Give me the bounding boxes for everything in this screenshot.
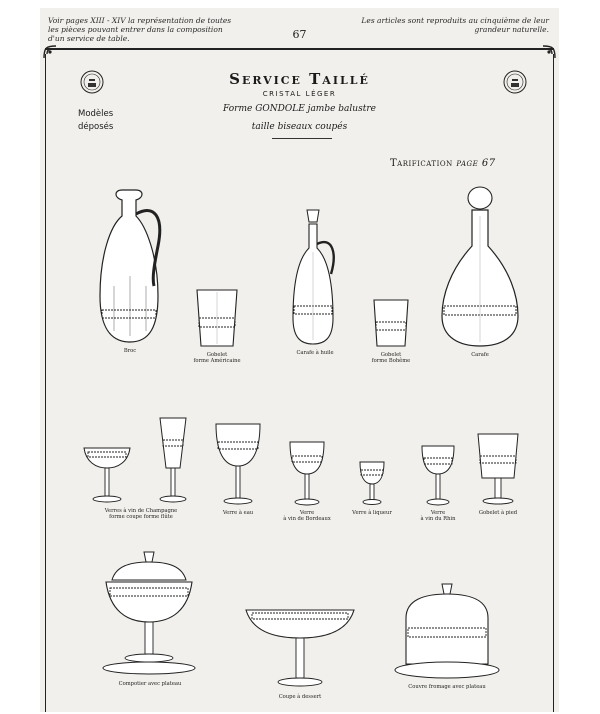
caption-carafe-huile: Carafe à huile bbox=[296, 350, 334, 356]
caption-verre-rhin: Verre à vin du Rhin bbox=[420, 510, 456, 522]
subtitle-material: CRISTAL LÉGER bbox=[262, 90, 337, 98]
caption-couvre-fromage: Couvre fromage avec plateau bbox=[408, 684, 486, 690]
caption-verre-bordeaux: Verre à vin de Bordeaux bbox=[283, 510, 331, 522]
compotier-drawing bbox=[100, 550, 198, 678]
caption-carafe: Carafe bbox=[471, 352, 489, 358]
title-divider bbox=[272, 138, 332, 139]
caption-gobelet-pied: Gobelet à pied bbox=[478, 510, 518, 516]
caption-verres-champagne: Verres à vin de Champagne forme coupe forme flûte bbox=[104, 508, 178, 520]
corner-flourish-icon bbox=[42, 44, 58, 60]
verre-rhin-drawing bbox=[420, 444, 456, 506]
corner-flourish-icon bbox=[541, 44, 557, 60]
subtitle-form: Forme GONDOLE jambe balustre bbox=[223, 104, 376, 114]
tarification-label bbox=[390, 158, 496, 169]
registered-models-label bbox=[78, 108, 113, 134]
caption-broc: Broc bbox=[123, 348, 137, 354]
verre-liqueur-drawing bbox=[358, 460, 386, 506]
carafe-drawing bbox=[438, 186, 522, 350]
verre-eau-drawing bbox=[214, 422, 262, 506]
tarif-text: Tarification bbox=[390, 158, 453, 169]
gobelet-boheme-drawing bbox=[372, 298, 410, 350]
carafe-huile-drawing bbox=[285, 208, 341, 348]
caption-gobelet-americaine: Gobelet forme Américaine bbox=[193, 352, 241, 364]
couvre-fromage-drawing bbox=[392, 582, 502, 682]
broc-drawing bbox=[92, 186, 168, 346]
header-note-left: Voir pages XIII - XIV la représentation de toutes les pièces pouvant entrer dans la composition d'un service de table. bbox=[48, 16, 232, 43]
caption-compotier: Compotier avec plateau bbox=[118, 681, 182, 687]
page-number: 67 bbox=[292, 28, 307, 41]
coupe-dessert-drawing bbox=[244, 608, 356, 690]
gobelet-americaine-drawing bbox=[195, 288, 239, 350]
page-title: Service Taillé bbox=[229, 70, 370, 88]
caption-verre-liqueur: Verre à liqueur bbox=[352, 510, 392, 516]
header-note-right: Les articles sont reproduits au cinquième de leur grandeur naturelle. bbox=[361, 16, 549, 34]
coupe-champagne-drawing bbox=[82, 446, 132, 504]
caption-coupe-dessert: Coupe à dessert bbox=[278, 694, 322, 700]
caption-verre-eau: Verre à eau bbox=[222, 510, 254, 516]
flute-champagne-drawing bbox=[156, 416, 190, 504]
catalog-page bbox=[40, 8, 559, 712]
models-line-2: déposés bbox=[78, 122, 114, 132]
models-line-1: Modèles bbox=[78, 109, 114, 119]
verre-bordeaux-drawing bbox=[288, 440, 326, 506]
tarif-page: page 67 bbox=[456, 158, 496, 169]
subtitle-cut: taille biseaux coupés bbox=[251, 122, 348, 132]
caption-gobelet-boheme: Gobelet forme Bohême bbox=[371, 352, 411, 364]
gobelet-pied-drawing bbox=[476, 432, 520, 506]
